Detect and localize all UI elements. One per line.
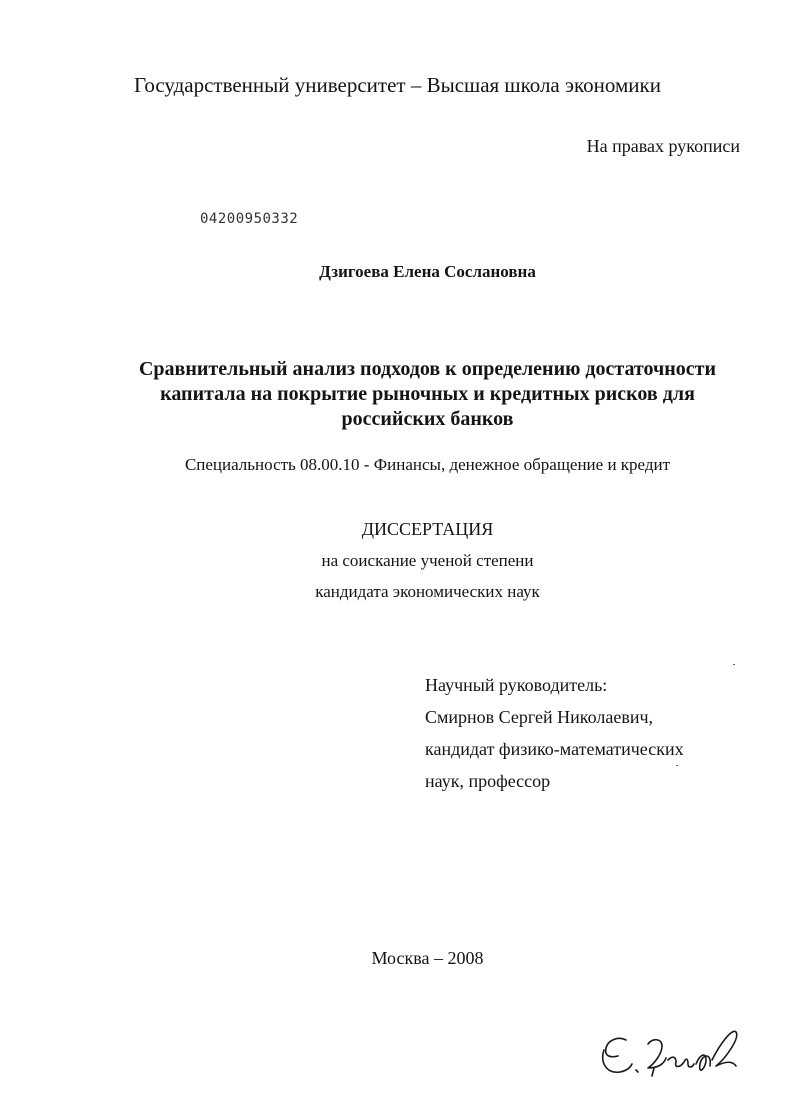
university-name: Государственный университет – Высшая школа экономики [134,73,661,97]
advisor-name: Смирнов Сергей Николаевич, [425,707,654,727]
work-type: ДИССЕРТАЦИЯ [361,519,494,539]
advisor-degree-line-2: наук, профессор [425,771,551,791]
title-line: российских банков [341,408,514,430]
scan-speck [676,765,678,766]
advisor-label: Научный руководитель: [425,675,608,695]
author-signature [596,1024,746,1084]
title-line: Сравнительный анализ подходов к определению достаточности [138,358,717,380]
city-year: Москва – 2008 [371,948,484,968]
dissertation-title [0,357,795,432]
degree-purpose-line-2: кандидата экономических наук [315,582,540,601]
registration-code: 04200950332 [200,211,299,227]
scan-speck [733,664,735,665]
advisor-degree-line-1: кандидат физико-математических [425,739,684,759]
author-name: Дзигоева Елена Сослановна [319,262,536,281]
degree-purpose-line-1: на соискание ученой степени [321,551,534,570]
title-line: капитала на покрытие рыночных и кредитных рисков для [160,383,695,405]
manuscript-note: На правах рукописи [586,136,740,156]
specialty: Специальность 08.00.10 - Финансы, денежное обращение и кредит [184,455,671,474]
